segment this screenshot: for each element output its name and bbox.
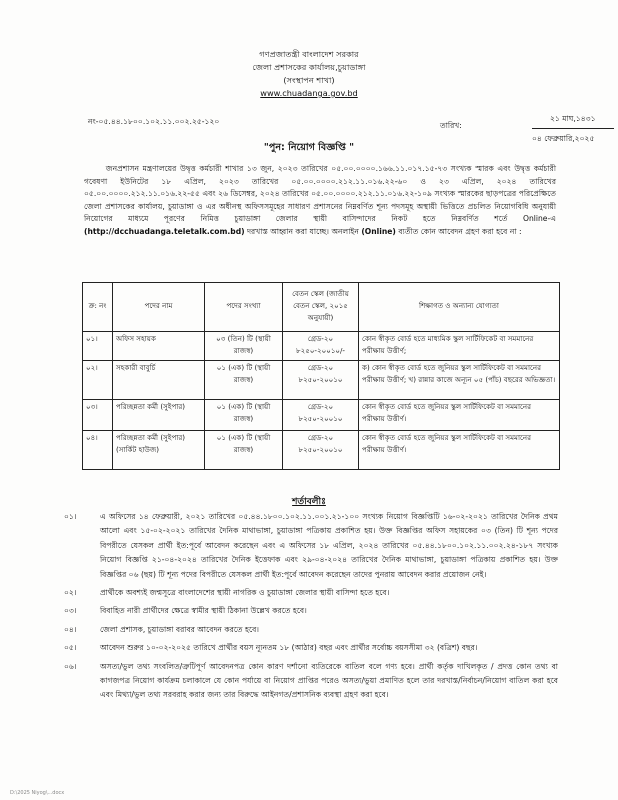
- row-post-count: ০১ (এক) টি (স্থায়ী রাজস্ব): [205, 400, 283, 431]
- header-post-count: পদের সংখ্যা: [205, 283, 283, 332]
- condition-number: ০৪।: [64, 624, 77, 634]
- header-post-name: পদের নাম: [113, 283, 205, 332]
- row-post-name: পরিচ্ছন্নতা কর্মী (সুইপার): [113, 400, 205, 431]
- online-label: (Online): [361, 226, 396, 236]
- conditions-list: [64, 510, 558, 707]
- memo-number: নং-০৫.৪৪.১৮০০.১০২.১১.০০২.২৫-১২০: [88, 117, 220, 126]
- notice-title: "পুন: নিয়োগ বিজ্ঞপ্তি ": [263, 142, 355, 153]
- row-pay-scale: গ্রেড-২০ ৮২৫০-২০০১০: [283, 361, 359, 400]
- table-row: [83, 431, 560, 470]
- condition-text: প্রার্থীকে অবশ্যই জন্মসূত্রে বাংলাদেশের স্থায়ী নাগরিক ও চুয়াডাঙ্গা জেলার স্থায়ী বাসিন্দা হতে হবে।: [100, 588, 390, 598]
- condition-text: জেলা প্রশাসক, চুয়াডাঙ্গা বরাবর আবেদন করতে হবে।: [100, 624, 260, 634]
- row-post-name: অফিস সহায়ক: [113, 332, 205, 361]
- table-row: [83, 361, 560, 400]
- row-post-name: সহকারী বাবুর্চি: [113, 361, 205, 400]
- website-link[interactable]: www.chuadanga.gov.bd: [260, 88, 358, 98]
- list-item: [64, 586, 558, 600]
- intro-text-1: জনপ্রশাসন মন্ত্রণালয়ের উদ্বৃত্ত কর্মচারী শাখার ১৩ জুন, ২০২৩ তারিখের ০৫.০০.০০০০.১৬৬.১১.০১৭.১৫-৭৩ সংখ্যক স্মারক এবং উদ্বৃত্ত কর্মচারী গবেষণা ইউনিটের ১৮ এপ্রিল, ২০২৩ তারিখের ০৫.০০.০০০০.২১২.১১.০১৬.২২-৬০ ও ২৩ এপ্রিল, ২০২৪ তারিখের ০৫.০০.০০০০.২১২.১১.০১৬.২২-৫৫ এবং ২৬ ডিসেম্বর, ২০২৪ তারিখের ০৫.০০.০০০০.২১২.১১.০১৬.২২-১০৯ সংখ্যক স্মারকের ছাড়পত্রের পরিপ্রেক্ষিতে জেলা প্রশাসকের কার্যালয়, চুয়াডাঙ্গা ও এর অধীনস্থ অফিসসমূহের সাধারণ প্রশাসনের নিম্নবর্ণিত শূন্য পদসমূহ অস্থায়ী ভিত্তিতে প্রচলিত নিয়োগবিধি অনুযায়ী নিয়োগের মাধ্যমে পূরণের নিমিত্ত চুয়াডাঙ্গা জেলার স্থায়ী বাসিন্দাদের নিকট হতে নিম্নবর্ণিত শর্তে Online-এ: [84, 164, 557, 224]
- row-qualification: কোন স্বীকৃত বোর্ড হতে মাধ্যমিক স্কুল সার্টিফিকেট বা সমমানের পরীক্ষায় উত্তীর্ণ;: [359, 332, 560, 361]
- condition-text: অসত্য/ভুল তথ্য সংবলিত/ত্রুটিপূর্ণ আবেদনপত্র কোন কারণ দর্শানো ব্যতিরেকে বাতিল বলে গণ্য হবে। প্রার্থী কর্তৃক দাখিলকৃত / প্রদত্ত কোন তথ্য বা কাগজপত্র নিয়োগ কার্যক্রম চলাকালে যে কোন পর্যায়ে বা নিয়োগ প্রাপ্তির পরেও অসত্য/ভুয়া প্রমাণিত হলে তার দরখাস্ত/নির্বাচন/নিয়োগ বাতিল করা হবে এবং মিথ্যা/ভুল তথ্য সরবরাহ করার জন্য তার বিরুদ্ধে আইনগত/প্রশাসনিক ব্যবস্থা গ্রহণ করা হবে।: [100, 661, 558, 700]
- condition-number: ০১।: [64, 512, 77, 521]
- condition-number: ০৫।: [64, 643, 77, 653]
- conditions-title: শর্তাবলীঃ: [292, 497, 326, 507]
- list-item: [64, 604, 558, 618]
- condition-text: এ অফিসের ১৪ ফেব্রুয়ারী, ২০২১ তারিখের ০৫.৪৪.১৮০০.১০২.১১.০০১.২১-১০০ সংখ্যক নিয়োগ বিজ্ঞপ্তিটি ১৬-০২-২০২১ তারিখের দৈনিক প্রথম আলো এবং ১৫-০২-২০২১ তারিখের দৈনিক মাথাভাঙ্গা, চুয়াডাঙ্গা পত্রিকায় প্রকাশিত হয়। উক্ত বিজ্ঞপ্তির অফিস সহায়কের ০৩ (তিন) টি শূন্য পদের বিপরীতে যেসকল প্রার্থী ইত:পূর্বে আবেদন করেছেন এবং এ অফিসের ১৮ এপ্রিল, ২০২৪ তারিখের ০৫.৪৪.১৮০০.১০২.১১.০০২.২৪-১৮৭ সংখ্যক নিয়োগ বিজ্ঞপ্তি ২১-০৪-২০২৪ তারিখের দৈনিক ইত্তেফাক এবং ২৯-০৪-২০২৪ তারিখের দৈনিক মাথাভাঙ্গা, চুয়াডাঙ্গা পত্রিকায় প্রকাশিত হয়। উক্ত বিজ্ঞপ্তির ০৬ (ছয়) টি শূন্য পদের বিপরীতে যেসকল প্রার্থী ইত:পূর্বে আবেদন করেছেন তাদের পুনরায় আবেদন করার প্রয়োজন নেই।: [100, 512, 558, 579]
- row-qualification: ক) কোন স্বীকৃত বোর্ড হতে জুনিয়র স্কুল সার্টিফিকেট বা সমমানের পরীক্ষায় উত্তীর্ণ; খ) রান্নার কাজে অন্যূন ০৫ (পাঁচ) বছরের অভিজ্ঞতা।: [359, 361, 560, 400]
- row-post-count: ০১ (এক) টি (স্থায়ী রাজস্ব): [205, 431, 283, 470]
- date-bangla: ২১ মাঘ,১৪৩১: [550, 114, 596, 123]
- condition-number: ০৬।: [64, 661, 77, 671]
- date-divider: [532, 128, 614, 129]
- letterhead: [0, 48, 618, 100]
- row-post-count: ০১ (এক) টি (স্থায়ী রাজস্ব): [205, 361, 283, 400]
- table-header-row: [83, 283, 560, 332]
- list-item: [64, 641, 558, 655]
- file-path-footer: D:\2025 Niyog\...docx: [10, 790, 65, 796]
- header-qualification: শিক্ষাগত ও অন্যান্য যোগ্যতা: [359, 283, 560, 332]
- govt-name: গণপ্রজাতন্ত্রী বাংলাদেশ সরকার: [259, 49, 359, 59]
- row-serial: ০১।: [83, 332, 113, 361]
- condition-number: ০২।: [64, 588, 77, 598]
- row-pay-scale: গ্রেড-২০ ৮২৫০-২০০১০: [283, 400, 359, 431]
- row-serial: ০৪।: [83, 431, 113, 470]
- header-pay-scale: বেতন স্কেল (জাতীয় বেতন স্কেল, ২০১৫ অনুযায়ী): [283, 283, 359, 332]
- row-qualification: কোন স্বীকৃত বোর্ড হতে জুনিয়র স্কুল সার্টিফিকেট বা সমমানের পরীক্ষায় উত্তীর্ণ।: [359, 400, 560, 431]
- row-qualification: কোন স্বীকৃত বোর্ড হতে জুনিয়র স্কুল সার্টিফিকেট বা সমমানের পরীক্ষায় উত্তীর্ণ।: [359, 431, 560, 470]
- date-english: ০৪ ফেব্রুয়ারি,২০২৫: [532, 134, 595, 143]
- row-post-name: পরিচ্ছন্নতা কর্মী (সুইপার) (সার্কিট হাউজ): [113, 431, 205, 470]
- row-serial: ০২।: [83, 361, 113, 400]
- row-pay-scale: গ্রেড-২০ ৮২৫০-২০০১০/-: [283, 332, 359, 361]
- date-label: তারিখ:: [440, 121, 462, 130]
- condition-text: বিবাহিত নারী প্রার্থীদের ক্ষেত্রে স্বামীর স্থায়ী ঠিকানা উল্লেখ করতে হবে।: [100, 606, 307, 616]
- row-serial: ০৩।: [83, 400, 113, 431]
- table-row: [83, 332, 560, 361]
- list-item: [64, 623, 558, 637]
- intro-paragraph: [84, 163, 556, 239]
- section-name: (সংস্থাপন শাখা): [283, 75, 335, 85]
- conditions-heading: [0, 494, 618, 509]
- list-item: [64, 510, 558, 582]
- row-post-count: ০৩ (তিন) টি (স্থায়ী রাজস্ব): [205, 332, 283, 361]
- intro-text-3: ব্যতীত কোন আবেদন গ্রহণ করা হবে না :: [398, 226, 522, 236]
- row-pay-scale: গ্রেড-২০ ৮২৫০-২০০১০: [283, 431, 359, 470]
- vacancy-table: [82, 282, 560, 470]
- intro-text-2: দরখাস্ত আহ্বান করা যাচ্ছে। অনলাইন: [247, 226, 359, 236]
- condition-number: ০৩।: [64, 606, 77, 616]
- table-row: [83, 400, 560, 431]
- office-name: জেলা প্রশাসকের কার্যালয়,চুয়াডাঙ্গা: [252, 62, 366, 72]
- list-item: [64, 660, 558, 703]
- application-url[interactable]: (http://dcchuadanga.teletalk.com.bd): [84, 226, 245, 236]
- condition-text: আবেদন শুরুর ১০-০২-২০২৫ তারিখে প্রার্থীর বয়স ন্যূনতম ১৮ (আঠার) বছর এবং প্রার্থীর সর্বোচ্চ বয়সসীমা ৩২ (বত্রিশ) বছর।: [100, 643, 478, 653]
- header-serial: ক্র: নং: [83, 283, 113, 332]
